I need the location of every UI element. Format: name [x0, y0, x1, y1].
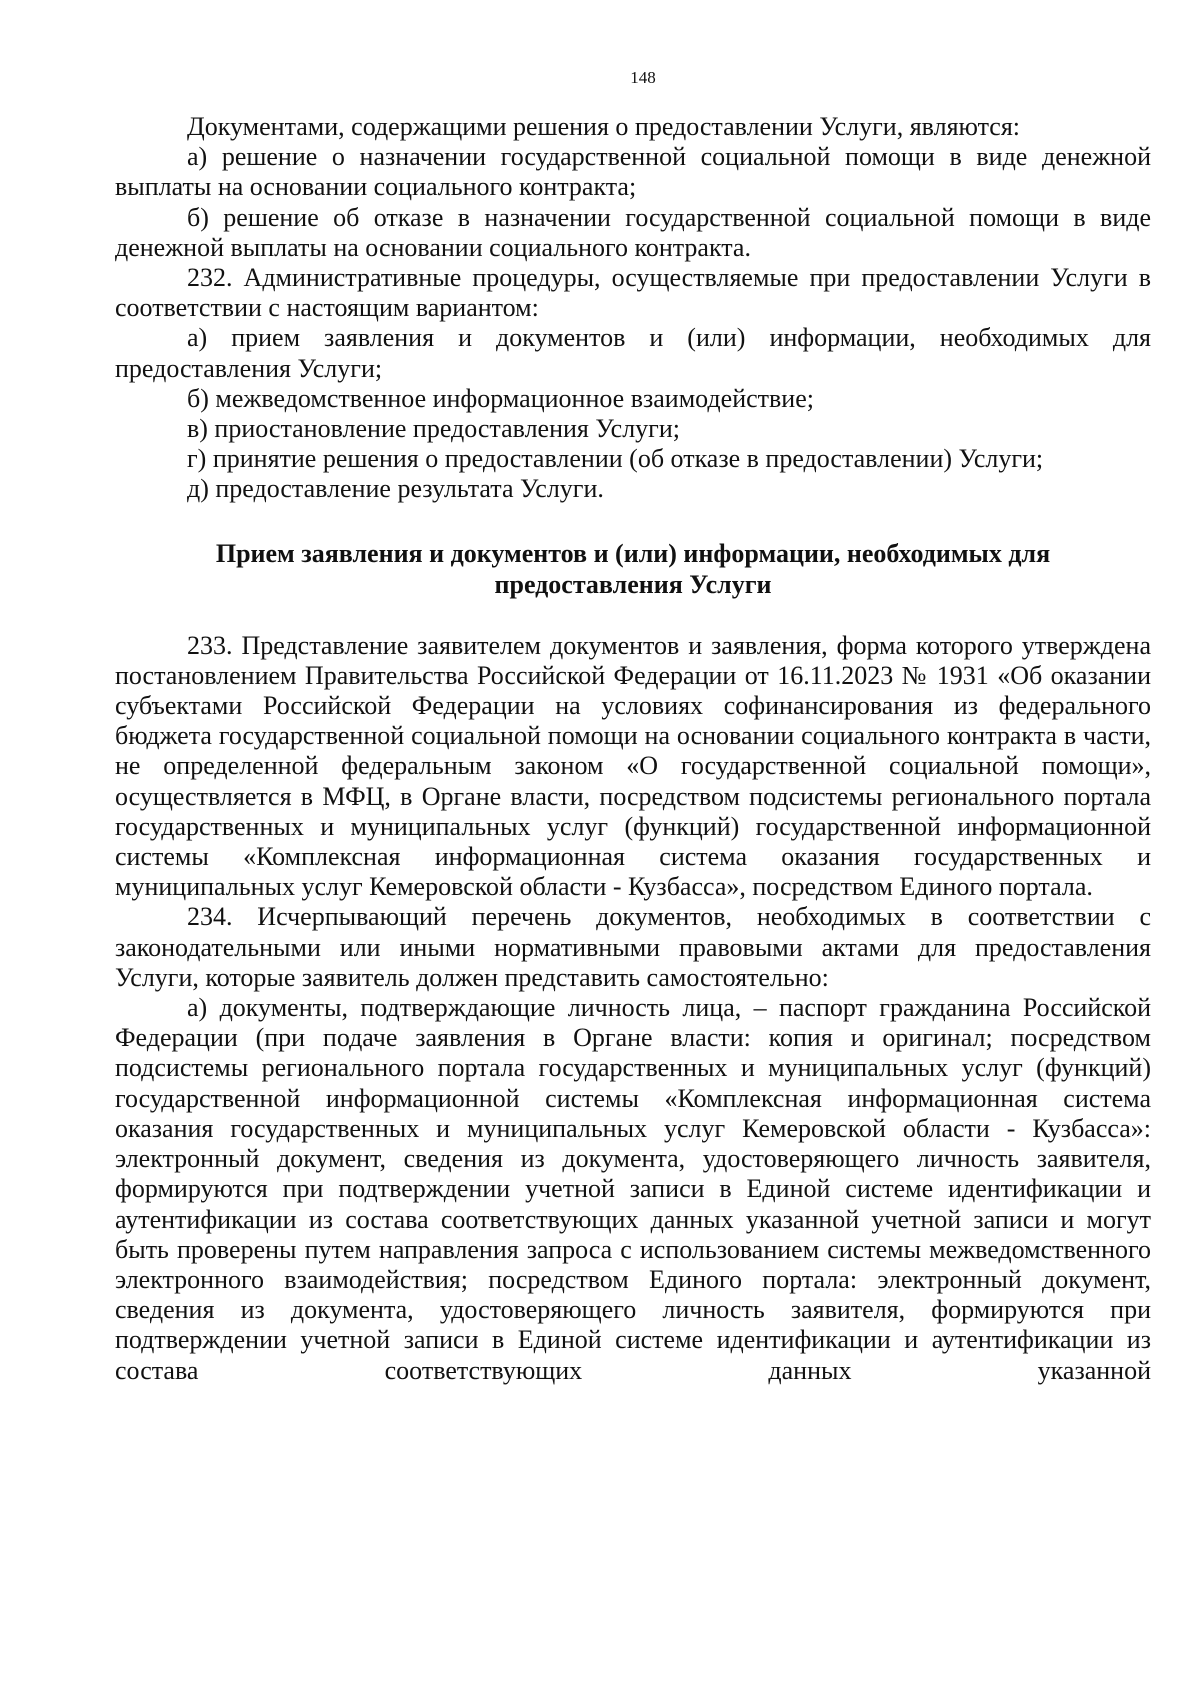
document-page — [115, 68, 1151, 1386]
paragraph-232: 232. Административные процедуры, осуществляемые при предоставлении Услуги в соответствии с настоящим вариантом: — [115, 263, 1151, 323]
list-item-decision-assign: а) решение о назначении государственной социальной помощи в виде денежной выплаты на основании социального контракта; — [115, 142, 1151, 202]
paragraph-233: 233. Представление заявителем документов и заявления, форма которого утверждена постановлением Правительства Российской Федерации от 16.11.2023 № 1931 «Об оказании субъектами Российской Федерации на условиях софинансирования из федерального бюджета государственной социальной помощи на основании социального контракта в части, не определенной федеральным законом «О государственной социальной помощи», осуществляется в МФЦ, в Органе власти, посредством подсистемы регионального портала государственных и муниципальных услуг (функций) государственной информационной системы «Комплексная информационная система оказания государственных и муниципальных услуг Кемеровской области - Кузбасса», посредством Единого портала. — [115, 630, 1151, 902]
list-item-procedure-b: б) межведомственное информационное взаимодействие; — [187, 383, 814, 413]
list-item-decision-refuse: б) решение об отказе в назначении государственной социальной помощи в виде денежной выплаты на основании социального контракта. — [115, 202, 1151, 262]
list-item-procedure-d: д) предоставление результата Услуги. — [187, 474, 604, 504]
section-heading-line-2: предоставления Услуги — [494, 569, 772, 599]
list-item-procedure-a: а) прием заявления и документов и (или) информации, необходимых для предоставления Услуги; — [115, 323, 1151, 383]
paragraph-234: 234. Исчерпывающий перечень документов, необходимых в соответствии с законодательными или иными нормативными правовыми актами для предоставления Услуги, которые заявитель должен представить самостоятельно: — [115, 902, 1151, 992]
paragraph-documents-intro: Документами, содержащими решения о предоставлении Услуги, являются: — [187, 112, 1021, 141]
section-heading-line-1: Прием заявления и документов и (или) информации, необходимых для — [215, 538, 1051, 568]
page-number: 148 — [630, 68, 656, 87]
list-item-documents-a: а) документы, подтверждающие личность лица, – паспорт гражданина Российской Федерации (при подаче заявления в Органе власти: копия и оригинал; посредством подсистемы регионального портала государственных и муниципальных услуг (функций) государственной информационной системы «Комплексная информационная система оказания государственных и муниципальных услуг Кемеровской области - Кузбасса»: электронный документ, сведения из документа, удостоверяющего личность заявителя, формируются при подтверждении учетной записи в Единой системе идентификации и аутентификации из состава соответствующих данных указанной учетной записи и могут быть проверены путем направления запроса с использованием системы межведомственного электронного взаимодействия; посредством Единого портала: электронный документ, сведения из документа, удостоверяющего личность заявителя, формируются при подтверждении учетной записи в Единой системе идентификации и аутентификации из состава соответствующих данных указанной — [115, 993, 1151, 1385]
list-item-procedure-g: г) принятие решения о предоставлении (об отказе в предоставлении) Услуги; — [187, 444, 1044, 474]
list-item-procedure-v: в) приостановление предоставления Услуги; — [187, 414, 680, 444]
section-heading — [115, 538, 1151, 600]
